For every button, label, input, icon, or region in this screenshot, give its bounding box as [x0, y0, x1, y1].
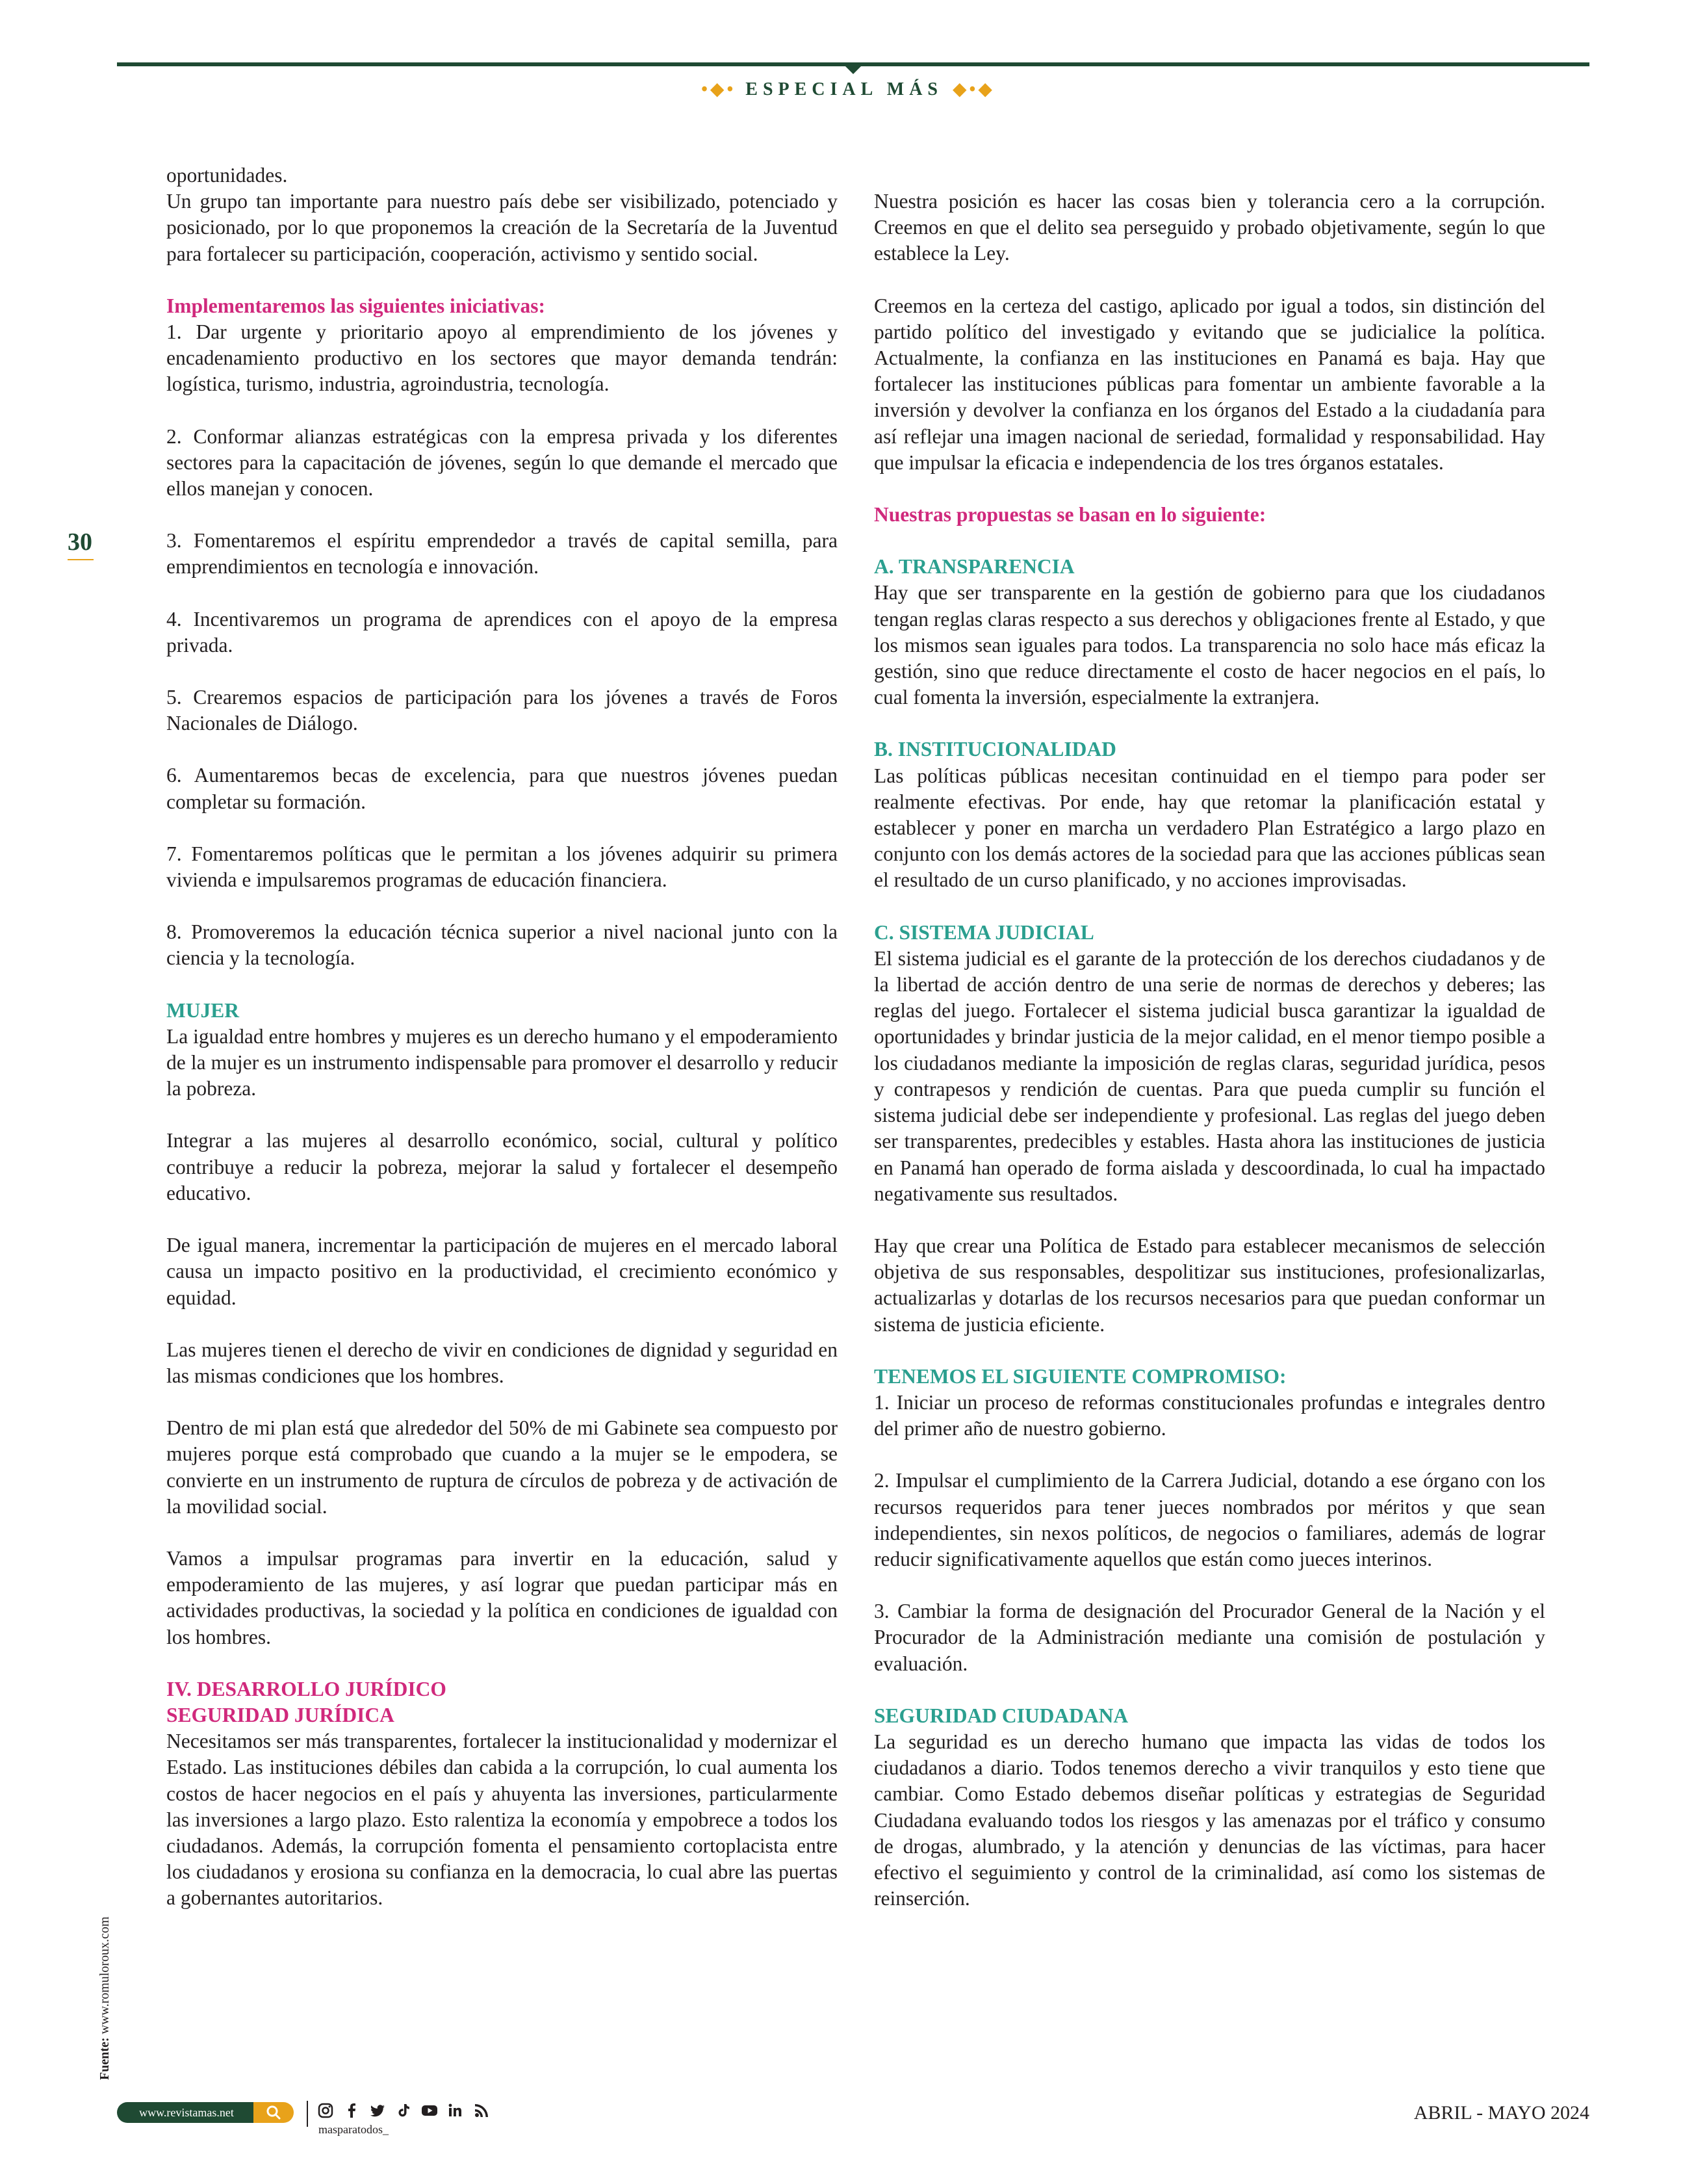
paragraph: Creemos en la certeza del castigo, aplicado por igual a todos, sin distinción del partido político del investigado y evitando que se judicialice la política. Actualmente, la confianza en las instituciones en Panamá es baja. Hay que fortalecer las instituciones públicas para fomentar un ambiente favorable a la inversión y devolver la confianza en los órganos del Estado a la ciudadanía para así reflejar una imagen nacional de seriedad, formalidad y responsabilidad. Hay que impulsar la eficacia e independencia de los tres órganos estatales.	[874, 294, 1545, 474]
instagram-icon[interactable]	[317, 2102, 334, 2119]
header-dots-right: ◆•◆	[952, 79, 995, 99]
paragraph: Hay que crear una Política de Estado para establecer mecanismos de selección objetiva de sus responsables, despolitizar sus instituciones, profesionalizarlas, actualizarlas y dotarlas de los recursos necesarios para que puedan conformar un sistema de justicia eficiente.	[874, 1234, 1545, 1336]
social-icons	[317, 2101, 490, 2120]
section-iv-heading: IV. DESARROLLO JURÍDICO	[166, 1677, 446, 1700]
list-item: 7. Fomentaremos políticas que le permitan a los jóvenes adquirir su primera vivienda e impulsaremos programas de educación financiera.	[166, 842, 838, 892]
website-search-bar[interactable]	[117, 2102, 294, 2123]
list-item: 2. Conformar alianzas estratégicas con la empresa privada y los diferentes sectores para la capacitación de jóvenes, según lo que demande el mercado que ellos manejan y conocen.	[166, 424, 838, 500]
source-url: www.romuloroux.com	[97, 1916, 112, 2034]
header-dots-left: •◆•	[701, 79, 736, 99]
seguridad-juridica-heading: SEGURIDAD JURÍDICA	[166, 1703, 394, 1726]
initiatives-heading: Implementaremos las siguientes iniciativas:	[166, 294, 546, 317]
source-credit	[97, 1917, 112, 2080]
search-button[interactable]	[253, 2102, 294, 2123]
list-item: 2. Impulsar el cumplimiento de la Carrera Judicial, dotando a ese órgano con los recursos requeridos para tener jueces nombrados por méritos y que sean independientes, sin nexos políticos, de negocios o familiares, además de lograr reducir significativamente aquellos que están como jueces interinos.	[874, 1469, 1545, 1570]
left-column	[166, 162, 838, 1912]
institucionalidad-heading: B. INSTITUCIONALIDAD	[874, 738, 1116, 761]
list-item: 1. Dar urgente y prioritario apoyo al emprendimiento de los jóvenes y encadenamiento productivo en los sectores que mayor demanda tendrán: logística, turismo, industria, agroindustria, tecnología.	[166, 320, 838, 396]
paragraph: Necesitamos ser más transparentes, fortalecer la institucionalidad y modernizar el Estado. Las instituciones débiles dan cabida a la corrupción, lo cual aumenta los costos de hacer negocios en el país y ahuyenta las inversiones, particularmente las inversiones a largo plazo. Esto ralentiza la economía y empobrece a todos los ciudadanos. Además, la corrupción fomenta el pensamiento cortoplacista entre los ciudadanos y erosiona su confianza en la democracia, lo cual abre las puertas a gobernantes autoritarios.	[166, 1730, 838, 1910]
youtube-icon[interactable]	[421, 2102, 438, 2119]
paragraph: La seguridad es un derecho humano que impacta las vidas de todos los ciudadanos a diario. Todos tenemos derecho a vivir tranquilos y esto tiene que cambiar. Como Estado debemos diseñar políticas y estrategias de Seguridad Ciudadana evaluando todos los riesgos y las amenazas por el tráfico y consumo de drogas, alumbrado, y la atención y denuncias de las víctimas, para hacer efectivo el seguimiento y control de la criminalidad, así como los sistemas de reinserción.	[874, 1730, 1545, 1910]
mujer-heading: MUJER	[166, 998, 239, 1022]
proposals-heading: Nuestras propuestas se basan en lo siguiente:	[874, 503, 1266, 526]
linkedin-icon[interactable]	[447, 2102, 464, 2119]
paragraph: Integrar a las mujeres al desarrollo económico, social, cultural y político contribuye a reducir la pobreza, mejorar la salud y fortalecer el desempeño educativo.	[166, 1129, 838, 1204]
social-handle[interactable]: masparatodos_	[318, 2123, 389, 2136]
header-notch	[844, 65, 862, 74]
section-title: ESPECIAL MÁS	[745, 79, 943, 99]
list-item: 5. Crearemos espacios de participación para los jóvenes a través de Foros Nacionales de Diálogo.	[166, 686, 838, 735]
list-item: 6. Aumentaremos becas de excelencia, para que nuestros jóvenes puedan completar su formación.	[166, 764, 838, 813]
facebook-icon[interactable]	[343, 2102, 360, 2119]
sistema-judicial-heading: C. SISTEMA JUDICIAL	[874, 920, 1094, 944]
list-item: 8. Promoveremos la educación técnica superior a nivel nacional junto con la ciencia y la tecnología.	[166, 920, 838, 970]
list-item: 4. Incentivaremos un programa de aprendices con el apoyo de la empresa privada.	[166, 607, 838, 656]
website-url[interactable]: www.revistamas.net	[117, 2102, 256, 2123]
paragraph: Las políticas públicas necesitan continuidad en el tiempo para poder ser realmente efectivas. Por ende, hay que retomar la planificación estatal y establecer y poner en marcha un verdadero Plan Estratégico a largo plazo en conjunto con los demás actores de la sociedad para que las acciones públicas sean el resultado de un curso planificado, y no acciones improvisadas.	[874, 764, 1545, 892]
right-column	[874, 188, 1545, 1912]
paragraph: Nuestra posición es hacer las cosas bien y tolerancia cero a la corrupción. Creemos en que el delito sea perseguido y probado objetivamente, según lo que establece la Ley.	[874, 190, 1545, 265]
paragraph: Hay que ser transparente en la gestión de gobierno para que los ciudadanos tengan reglas claras respecto a sus derechos y obligaciones frente al Estado, y que los mismos sean iguales para todos. La transparencia no solo hace más eficaz la gestión, sino que reduce directamente el costo de hacer negocios en el país, lo cual fomenta la inversión, especialmente la extranjera.	[874, 581, 1545, 709]
twitter-icon[interactable]	[369, 2102, 386, 2119]
list-item: 1. Iniciar un proceso de reformas constitucionales profundas e integrales dentro del primer año de nuestro gobierno.	[874, 1390, 1545, 1440]
paragraph: La igualdad entre hombres y mujeres es un derecho humano y el empoderamiento de la mujer es un instrumento indispensable para promover el desarrollo y reducir la pobreza.	[166, 1024, 838, 1100]
list-item: 3. Fomentaremos el espíritu emprendedor a través de capital semilla, para emprendimientos en tecnología e innovación.	[166, 529, 838, 578]
page-number: 30	[68, 528, 92, 556]
source-label: Fuente:	[97, 2037, 112, 2080]
paragraph: Las mujeres tienen el derecho de vivir en condiciones de dignidad y seguridad en las mismas condiciones que los hombres.	[166, 1338, 838, 1387]
compromiso-heading: TENEMOS EL SIGUIENTE COMPROMISO:	[874, 1364, 1287, 1388]
page-number-underline	[68, 559, 94, 560]
tiktok-icon[interactable]	[395, 2102, 412, 2119]
issue-date: ABRIL - MAYO 2024	[1413, 2102, 1589, 2124]
seguridad-ciudadana-heading: SEGURIDAD CIUDADANA	[874, 1704, 1129, 1727]
paragraph: Vamos a impulsar programas para invertir en la educación, salud y empoderamiento de las mujeres, y así lograr que puedan participar más en actividades productivas, la sociedad y la política en condiciones de igualdad con los hombres.	[166, 1546, 838, 1648]
paragraph: Un grupo tan importante para nuestro país debe ser visibilizado, potenciado y posicionado, por lo que proponemos la creación de la Secretaría de la Juventud para fortalecer su participación, cooperación, activismo y sentido social.	[166, 190, 838, 265]
paragraph: Dentro de mi plan está que alrededor del 50% de mi Gabinete sea compuesto por mujeres porque está comprobado que cuando a la mujer se le empodera, se convierte en un instrumento de ruptura de círculos de pobreza y de activación de la movilidad social.	[166, 1416, 838, 1518]
rss-icon[interactable]	[473, 2102, 490, 2119]
section-header	[0, 78, 1696, 100]
search-icon	[253, 2102, 294, 2123]
paragraph: oportunidades.	[166, 164, 288, 187]
list-item: 3. Cambiar la forma de designación del Procurador General de la Nación y el Procurador de la Administración mediante una comisión de postulación y evaluación.	[874, 1600, 1545, 1675]
paragraph: El sistema judicial es el garante de la protección de los derechos ciudadanos y de la libertad de acción dentro de una serie de normas de derechos y deberes; las reglas del juego. Fortalecer el sistema judicial busca garantizar la igualdad de oportunidades y brindar justicia de la mejor calidad, en el menor tiempo posible a los ciudadanos mediante la imposición de reglas claras, seguridad jurídica, pesos y contrapesos y rendición de cuentas. Para que pueda cumplir su función el sistema judicial debe ser independiente y profesional. Las reglas del juego deben ser transparentes, predecibles y estables. Hasta ahora las instituciones de justicia en Panamá han operado de forma aislada y descoordinada, lo cual ha impactado negativamente sus resultados.	[874, 946, 1545, 1205]
transparencia-heading: A. TRANSPARENCIA	[874, 555, 1075, 578]
paragraph: De igual manera, incrementar la participación de mujeres en el mercado laboral causa un impacto positivo en la productividad, el crecimiento económico y equidad.	[166, 1234, 838, 1309]
footer-divider	[307, 2101, 308, 2127]
